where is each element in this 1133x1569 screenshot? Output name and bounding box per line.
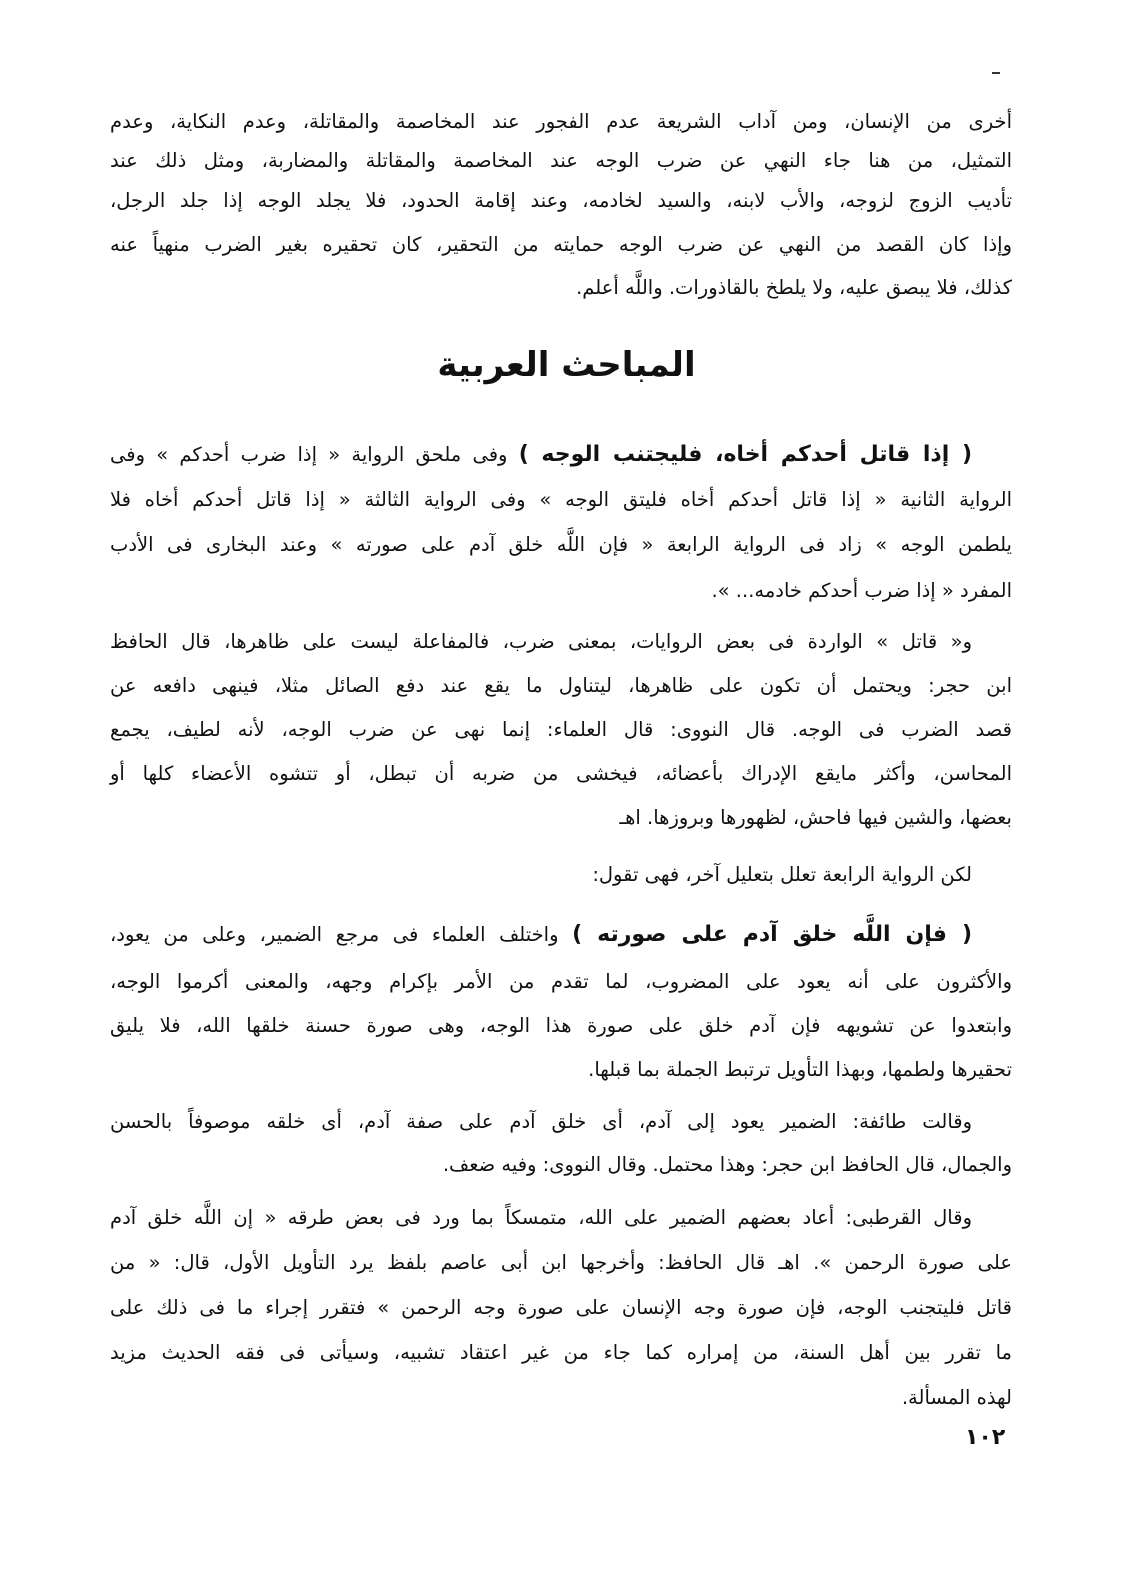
- text-line: كذلك، فلا يبصق عليه، ولا يلطخ بالقاذورات. واللَّه أعلم.: [576, 276, 1012, 299]
- text-line: وقال القرطبى: أعاد بعضهم الضمير على الله، متمسكاً بما ورد فى بعض طرقه « إن اللَّه خلق آدم: [110, 1206, 972, 1229]
- text-line: ما تقرر بين أهل السنة، من إمراره كما جاء من غير اعتقاد تشبيه، وسيأتى فى فقه الحديث مزيد: [110, 1341, 1012, 1364]
- section-heading: المباحث العربية: [437, 345, 696, 385]
- text-span: وفى ملحق الرواية « إذا ضرب أحدكم » وفى: [110, 443, 508, 466]
- text-line: وإذا كان القصد من النهي عن ضرب الوجه حمايته من التحقير، كان تحقيره بغير الضرب منهياً عنه: [110, 233, 1012, 256]
- text-line: والجمال، قال الحافظ ابن حجر: وهذا محتمل. وقال النووى: وفيه ضعف.: [442, 1153, 1012, 1176]
- paragraph-4: لكن الرواية الرابعة تعلل بتعليل آخر، فهى تقول:: [592, 863, 972, 886]
- text-line: بعضها، والشين فيها فاحش، لظهورها وبروزها. اهـ: [619, 806, 1012, 829]
- hadith-quote: ( إذا قاتل أحدكم أخاه، فليجتنب الوجه ): [518, 442, 972, 467]
- scan-mark: [992, 72, 1000, 74]
- text-line: على صورة الرحمن ». اهـ قال الحافظ: وأخرجها ابن أبى عاصم بلفظ يرد التأويل الأول، قال: « من: [110, 1251, 1012, 1274]
- text-line: لهذه المسألة.: [901, 1386, 1012, 1409]
- text-line: [110, 920, 972, 950]
- text-span: واختلف العلماء فى مرجع الضمير، وعلى من يعود،: [110, 923, 559, 946]
- text-line: وقالت طائفة: الضمير يعود إلى آدم، أى خلق آدم على صفة آدم، أى خلقه موصوفاً بالحسن: [110, 1110, 972, 1133]
- text-line: المحاسن، وأكثر مايقع الإدراك بأعضائه، فيخشى من ضربه أن تبطل، أو تتشوه الأعضاء كلها أو: [110, 762, 1012, 785]
- hadith-quote: ( فإن اللَّه خلق آدم على صورته ): [572, 922, 973, 947]
- text-line: يلطمن الوجه » زاد فى الرواية الرابعة « فإن اللَّه خلق آدم على صورته » وعند البخارى فى الأدب: [110, 533, 1012, 556]
- text-line: و« قاتل » الواردة فى بعض الروايات، بمعنى ضرب، فالمفاعلة ليست على ظاهرها، قال الحافظ: [110, 630, 972, 653]
- text-line: قصد الضرب فى الوجه. قال النووى: قال العلماء: إنما نهى عن ضرب الوجه، لأنه لطيف، يجمع: [110, 718, 1012, 741]
- text-line: وابتعدوا عن تشويهه فإن آدم خلق على صورة هذا الوجه، وهى صورة حسنة خلقها الله، فلا يليق: [110, 1014, 1012, 1037]
- text-line: تأديب الزوج لزوجه، والأب لابنه، والسيد لخادمه، وعند إقامة الحدود، فلا يجلد الوجه إذا جلد الرجل،: [110, 189, 1012, 212]
- text-line: التمثيل، من هنا جاء النهي عن ضرب الوجه عند المخاصمة والمقاتلة والمضاربة، ومثل ذلك عند: [110, 149, 1012, 172]
- text-line: أخرى من الإنسان، ومن آداب الشريعة عدم الفجور عند المخاصمة والمقاتلة، وعدم النكاية، وعدم: [110, 110, 1012, 133]
- text-line: تحقيرها ولطمها، وبهذا التأويل ترتبط الجملة بما قبلها.: [588, 1058, 1012, 1081]
- text-line: الرواية الثانية « إذا قاتل أحدكم أخاه فليتق الوجه » وفى الرواية الثالثة « إذا قاتل أحدكم أخاه فلا: [110, 488, 1012, 511]
- text-line: قاتل فليتجنب الوجه، فإن صورة وجه الإنسان على صورة وجه الرحمن » فتقرر إجراء ما فى ذلك على: [110, 1296, 1012, 1319]
- text-line: [110, 440, 972, 470]
- text-line: والأكثرون على أنه يعود على المضروب، لما تقدم من الأمر بإكرام وجهه، والمعنى أكرموا الوجه،: [110, 970, 1012, 993]
- text-line: ابن حجر: ويحتمل أن تكون على ظاهرها، ليتناول ما يقع عند دفع الصائل مثلا، فينهى دافعه عن: [110, 674, 1012, 697]
- text-line: المفرد « إذا ضرب أحدكم خادمه... ».: [711, 579, 1012, 602]
- page-number: ١٠٢: [965, 1425, 1006, 1450]
